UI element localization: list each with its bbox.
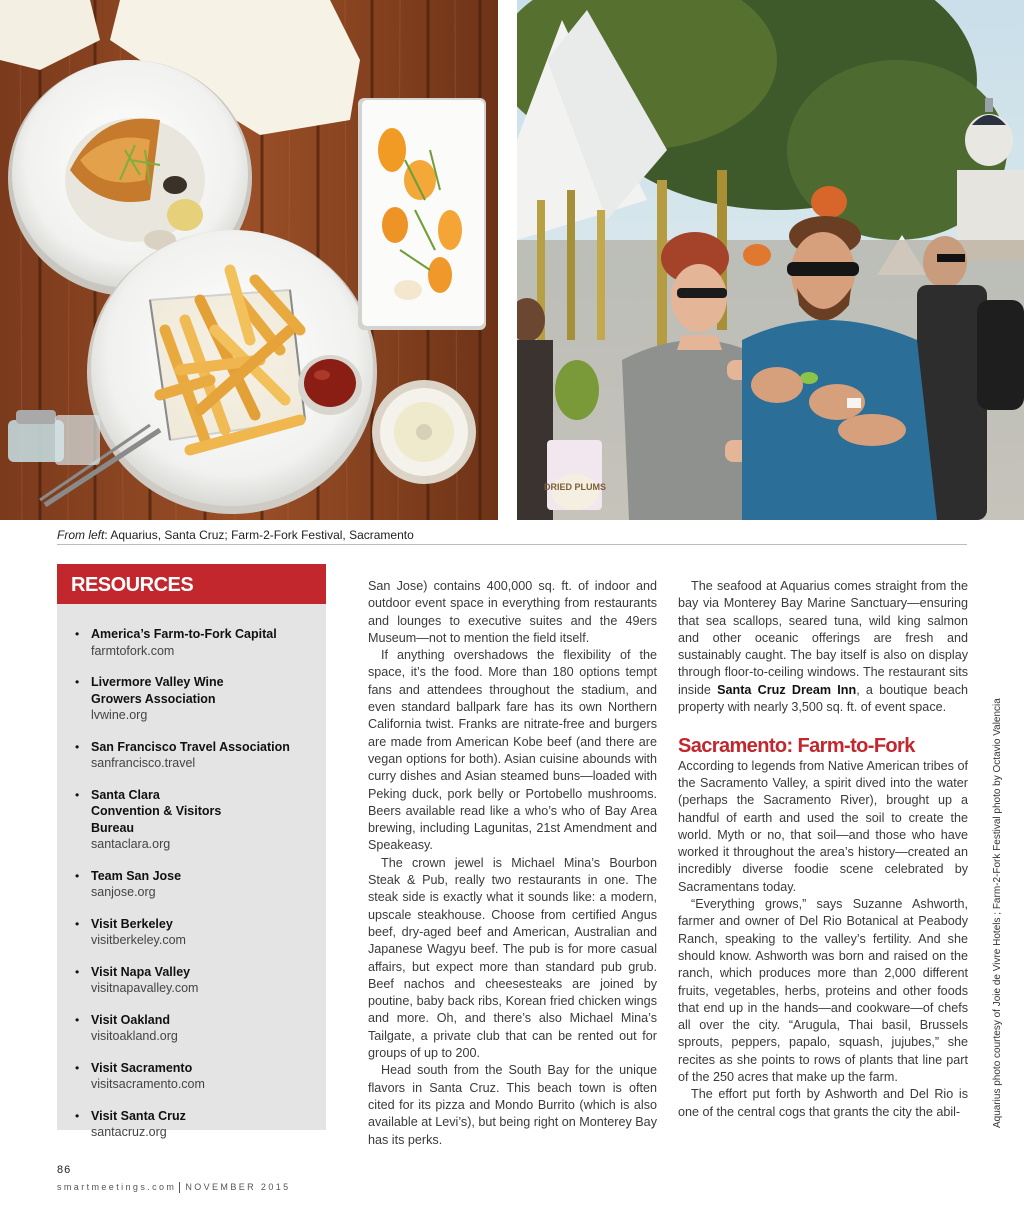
caption-text: : Aquarius, Santa Cruz; Farm-2-Fork Festival, Sacramento <box>104 528 414 542</box>
resource-url[interactable]: visitberkeley.com <box>91 933 186 947</box>
bullet-icon: • <box>75 787 80 802</box>
photo-credit: Aquarius photo courtesy of Joie de Vivre Hotels ; Farm-2-Fork Festival photo by Octavio Valencia <box>992 698 1003 1128</box>
resource-item <box>57 739 326 772</box>
caption-divider <box>57 544 967 545</box>
food-photo <box>0 0 498 520</box>
paragraph: If anything overshadows the flexibility of the space, it’s the food. More than 180 options tempt fans and attendees throughout the stadium, and even standard ballpark fare has its own Northern California twist. Franks are nitrate-free and burgers are made from American Kobe beef (and there are vegan options for both). Asian cuisine abounds with curry dishes and Asian steamed buns—loaded with Peking duck, pork belly or Portobello mushrooms. Beers available read like a who’s who of Bay Area brewing, including Lagunitas, 21st Amendment and Speakeasy. <box>368 648 657 853</box>
bullet-icon: • <box>75 739 80 754</box>
paragraph: The crown jewel is Michael Mina’s Bourbon Steak & Pub, really two restaurants in one. The steak side is exactly what it sounds like: a modern, upscale steakhouse. Choose from certified Angus beef, dry-aged beef and American, Australian and Japanese Wagyu beef. The pub is for more casual affairs, but expect more than standard pub grub. Beef nachos and cheesesteaks are joined by poutine, baby back ribs, Korean fried chicken wings and more. Oh, and there’s also Michael Mina’s Tailgate, a private club that can be rented out for groups of up to 200. <box>368 855 657 1061</box>
resource-name: America’s Farm-to-Fork Capital <box>91 627 277 641</box>
resource-url[interactable]: visitoakland.org <box>91 1029 178 1043</box>
bullet-icon: • <box>75 1012 80 1027</box>
paragraph: The effort put forth by Ashworth and Del Rio is one of the central cogs that grants the city the abil- <box>678 1087 968 1119</box>
text-run: , a boutique beach property with nearly 3,500 sq. ft. of event space. <box>678 682 968 715</box>
resource-url[interactable]: sanjose.org <box>91 885 156 899</box>
article-column-middle <box>368 578 657 1149</box>
caption-lead: From left <box>57 528 105 542</box>
resource-item <box>57 674 326 724</box>
resource-item <box>57 868 326 901</box>
resource-name: Visit Santa Cruz <box>91 1108 186 1123</box>
paragraph: According to legends from Native American tribes of the Sacramento Valley, a spirit dived into the water (perhaps the Sacramento River), brought up a handful of earth and used the soil to create the world. Myth or no, that soil—and those who have worked it throughout the area’s history—created an incredibly diverse foodie scene celebrated by Sacramentans today. <box>678 758 968 894</box>
footer-issue: NOVEMBER 2015 <box>185 1182 291 1192</box>
article-column-right <box>678 578 968 1121</box>
bullet-icon: • <box>75 627 80 641</box>
resource-item <box>57 1060 326 1093</box>
food-photo-illustration <box>0 0 498 520</box>
bullet-icon: • <box>75 868 80 883</box>
resource-item <box>57 626 326 659</box>
resources-sidebar <box>57 564 326 1139</box>
page-number: 86 <box>57 1164 72 1176</box>
page-footer <box>57 1182 291 1193</box>
text-run: The seafood at Aquarius comes straight from the bay via Monterey Bay Marine Sanctuary—ensuring that sea scallops, seared tuna, wild king salmon and other oceanic offerings are fresh and sustainably caught. The bay itself is also on display through floor-to-ceiling windows. The restaurant sits inside <box>678 579 968 697</box>
resource-item <box>57 1012 326 1045</box>
paragraph <box>678 578 968 716</box>
paragraph: “Everything grows,” says Suzanne Ashworth, farmer and owner of Del Rio Botanical at Peabody Ranch, speaking to the valley’s fertility. And she should know. Ashworth was born and raised on the ranch, which produces more than 2,000 different fruits, vegetables, herbs, proteins and other foods that end up in the hands—and cookware—of chefs all over the city. “Arugula, Thai basil, Brussels sprouts, peppers, papalo, squash, jujubes,” she recites as she points to rows of plants that line part of the 250 acres that make up the farm. <box>678 897 968 1085</box>
paragraph: Head south from the South Bay for the unique flavors in Santa Cruz. This beach town is often cited for its pizza and Mondo Burrito (which is also available at Levi’s), but being right on Monterey Bay has its perks. <box>368 1063 657 1147</box>
resource-item <box>57 787 326 853</box>
resources-title: RESOURCES <box>57 564 326 604</box>
resource-name: Visit Berkeley <box>91 916 173 931</box>
resource-item <box>57 1108 326 1141</box>
photo-caption <box>57 528 414 542</box>
festival-photo-illustration <box>517 0 1024 520</box>
bullet-icon: • <box>75 1108 80 1123</box>
resource-item <box>57 916 326 949</box>
bullet-icon: • <box>75 916 80 931</box>
resource-name: Santa Clara Convention & Visitors Bureau <box>91 787 222 835</box>
section-heading: Sacramento: Farm-to-Fork <box>678 735 915 758</box>
resource-name: Visit Sacramento <box>91 1060 193 1075</box>
sign-text: DRIED PLUMS <box>543 482 607 492</box>
resource-url[interactable]: santaclara.org <box>91 837 171 851</box>
resource-name: Visit Napa Valley <box>91 964 191 979</box>
footer-separator <box>179 1182 180 1193</box>
resource-url[interactable]: santacruz.org <box>91 1125 167 1139</box>
resource-name: Team San Jose <box>91 868 182 883</box>
venue-name: Santa Cruz Dream Inn <box>717 682 857 697</box>
resource-url[interactable]: visitnapavalley.com <box>91 981 199 995</box>
paragraph: San Jose) contains 400,000 sq. ft. of indoor and outdoor event space in everything from restaurants and lounges to executive suites and the 49ers Museum—not to mention the field itself. <box>368 579 657 645</box>
bullet-icon: • <box>75 675 80 689</box>
bullet-icon: • <box>75 964 80 979</box>
footer-site[interactable]: smartmeetings.com <box>57 1182 177 1192</box>
resource-url[interactable]: visitsacramento.com <box>91 1077 205 1091</box>
resource-url[interactable]: sanfrancisco.travel <box>91 756 196 770</box>
resource-url[interactable]: lvwine.org <box>91 708 148 722</box>
resource-item <box>57 964 326 997</box>
bullet-icon: • <box>75 1060 80 1075</box>
festival-photo <box>517 0 1024 520</box>
resource-name: Livermore Valley Wine Growers Association <box>91 675 224 706</box>
resource-name: Visit Oakland <box>91 1012 170 1027</box>
resources-list <box>57 604 326 1141</box>
resource-name: San Francisco Travel Association <box>91 739 290 754</box>
resource-url[interactable]: farmtofork.com <box>91 643 175 658</box>
